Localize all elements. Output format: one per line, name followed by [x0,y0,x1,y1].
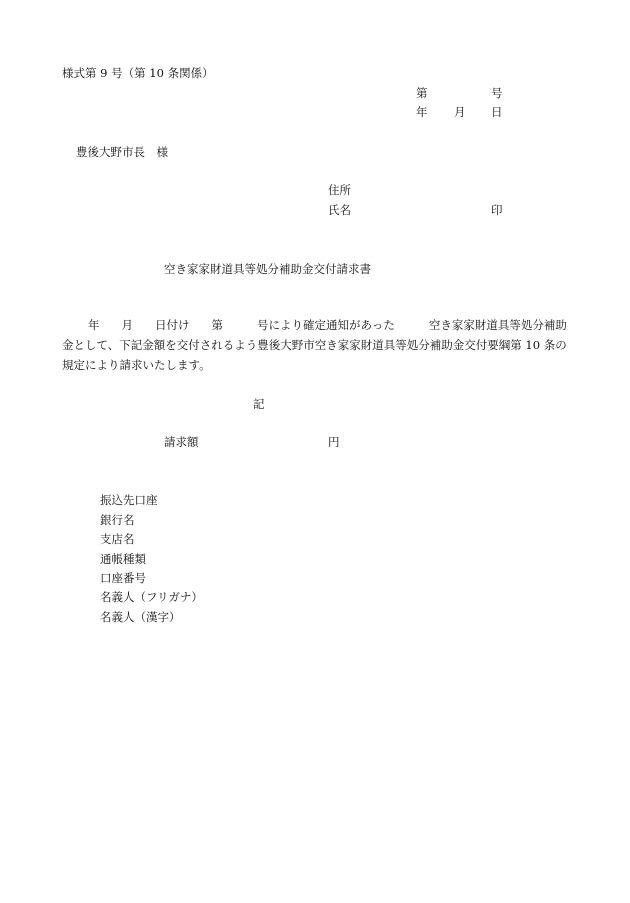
form-number: 様式第 9 号（第 10 条関係） [62,66,214,80]
holder-kanji-label: 名義人（漢字） [100,610,181,624]
account-type-label: 通帳種類 [100,552,146,566]
branch-name-label: 支店名 [100,532,135,546]
body-dated: 日付け [155,318,190,332]
yen-unit: 円 [328,435,340,449]
seal-mark: 印 [491,203,503,217]
body-paragraph [62,315,577,375]
ki-label: 記 [253,397,265,411]
bank-account-heading: 振込先口座 [100,493,158,507]
name-label: 氏名 [328,203,351,217]
body-text-1: 号により確定通知があった [257,318,395,332]
request-amount-label: 請求額 [164,435,199,449]
bank-name-label: 銀行名 [100,513,135,527]
date-month: 月 [454,105,466,119]
body-month: 月 [121,318,133,332]
date-year: 年 [416,105,428,119]
body-year: 年 [88,318,100,332]
date-day: 日 [491,105,503,119]
body-text-2: 空き家家財道具等処分補助金として、下記金額を交付されるよう豊後大野市空き家家財道具等処分補助金交付要綱第 10 条の規定により請求いたします。 [62,318,567,372]
account-number-label: 口座番号 [100,571,146,585]
holder-kana-label: 名義人（フリガナ） [100,590,203,604]
document-number-prefix: 第 [416,86,428,100]
addressee: 豊後大野市長 様 [76,145,168,159]
document-number-suffix: 号 [491,86,503,100]
address-label: 住所 [328,183,351,197]
document-title: 空き家家財道具等処分補助金交付請求書 [164,262,371,276]
body-number-prefix: 第 [211,318,223,332]
